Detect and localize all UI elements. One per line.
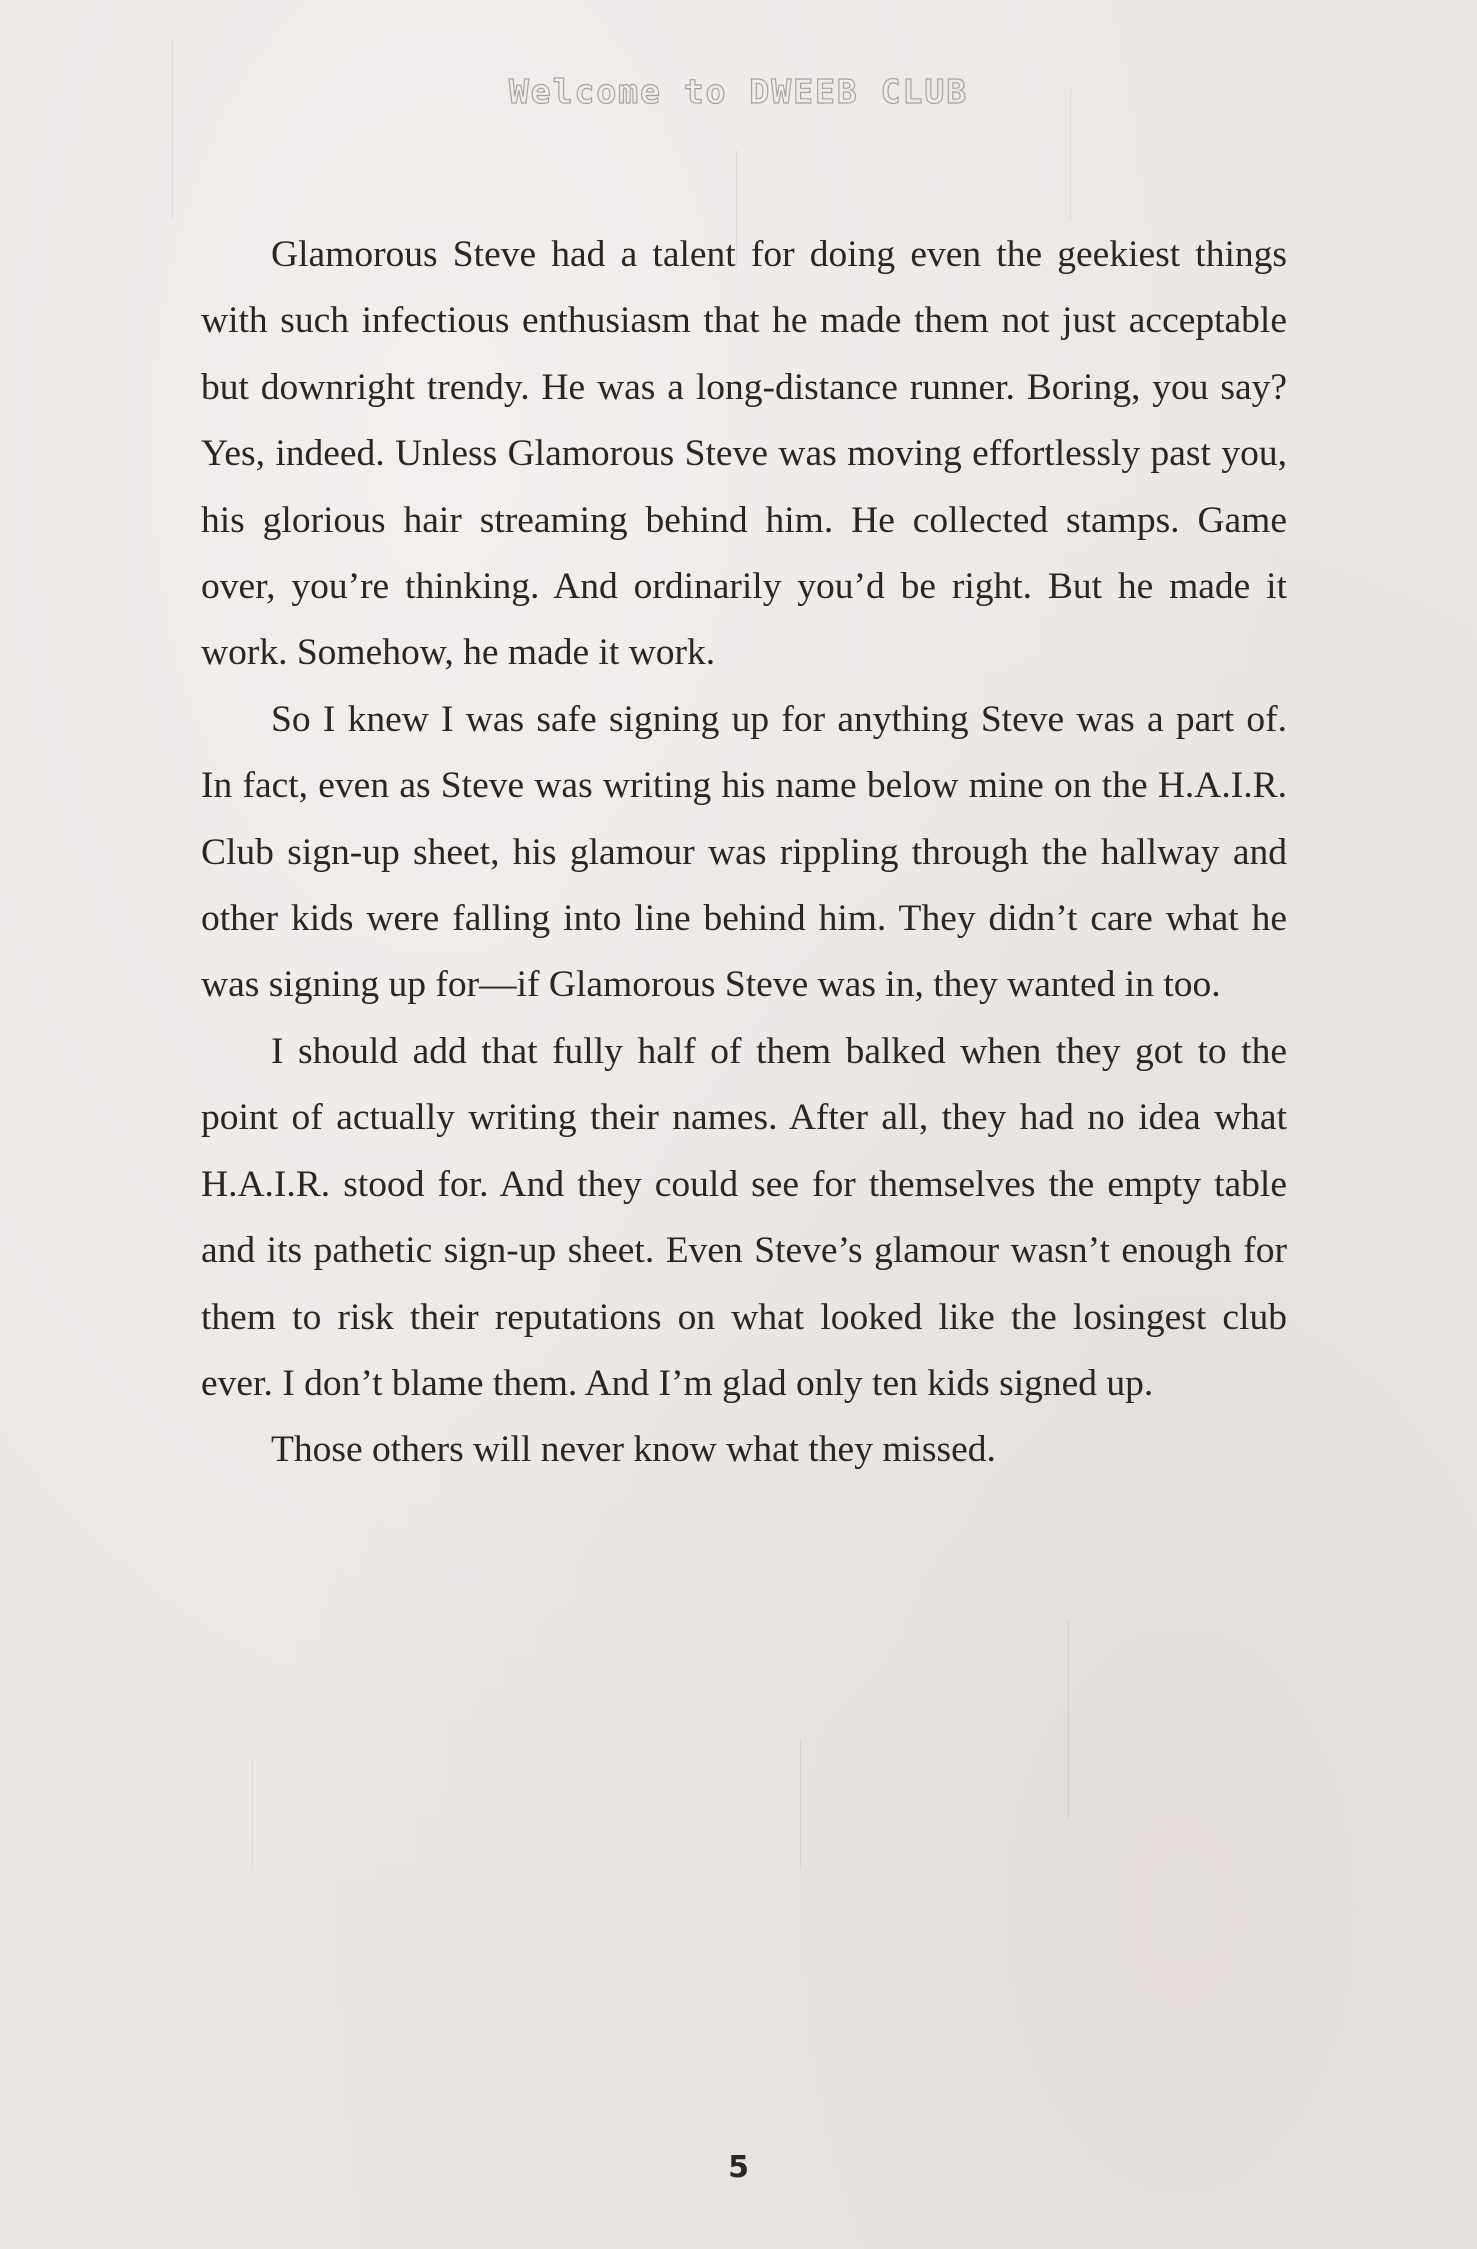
paragraph-4: Those others will never know what they missed. <box>271 1429 996 1471</box>
paper-scratch <box>252 1760 253 1870</box>
body-text <box>201 222 1287 1484</box>
paper-scratch <box>1068 1620 1069 1820</box>
paper-scratch <box>172 40 173 220</box>
running-head: Welcome to DWEEB CLUB <box>508 72 969 111</box>
page-number: 5 <box>728 2150 749 2185</box>
paper-scratch <box>800 1740 801 1870</box>
paragraph-2: So I knew I was safe signing up for anything Steve was a part of. In fact, even as Steve was writing his name below mine on the H.A.I.R. Club sign-up sheet, his glamour was rippling through the hallway and other kids were falling into line behind him. They didn’t care what he was signing up for—if Glamorous Steve was in, they wanted in too. <box>201 698 1287 1006</box>
paragraph-1: Glamorous Steve had a talent for doing even the geekiest things with such infectious enthusiasm that he made them not just acceptable but downright trendy. He was a long-distance runner. Boring, you say? Yes, indeed. Unless Glamorous Steve was moving effortlessly past you, his glorious hair streaming behind him. He collected stamps. Game over, you’re thinking. And ordinarily you’d be right. But he made it work. Somehow, he made it work. <box>201 234 1287 674</box>
paragraph-3: I should add that fully half of them balked when they got to the point of actually writing their names. After all, they had no idea what H.A.I.R. stood for. And they could see for themselves the empty table and its pathetic sign-up sheet. Even Steve’s glamour wasn’t enough for them to risk their reputations on what looked like the losingest club ever. I don’t blame them. And I’m glad only ten kids signed up. <box>201 1030 1287 1404</box>
